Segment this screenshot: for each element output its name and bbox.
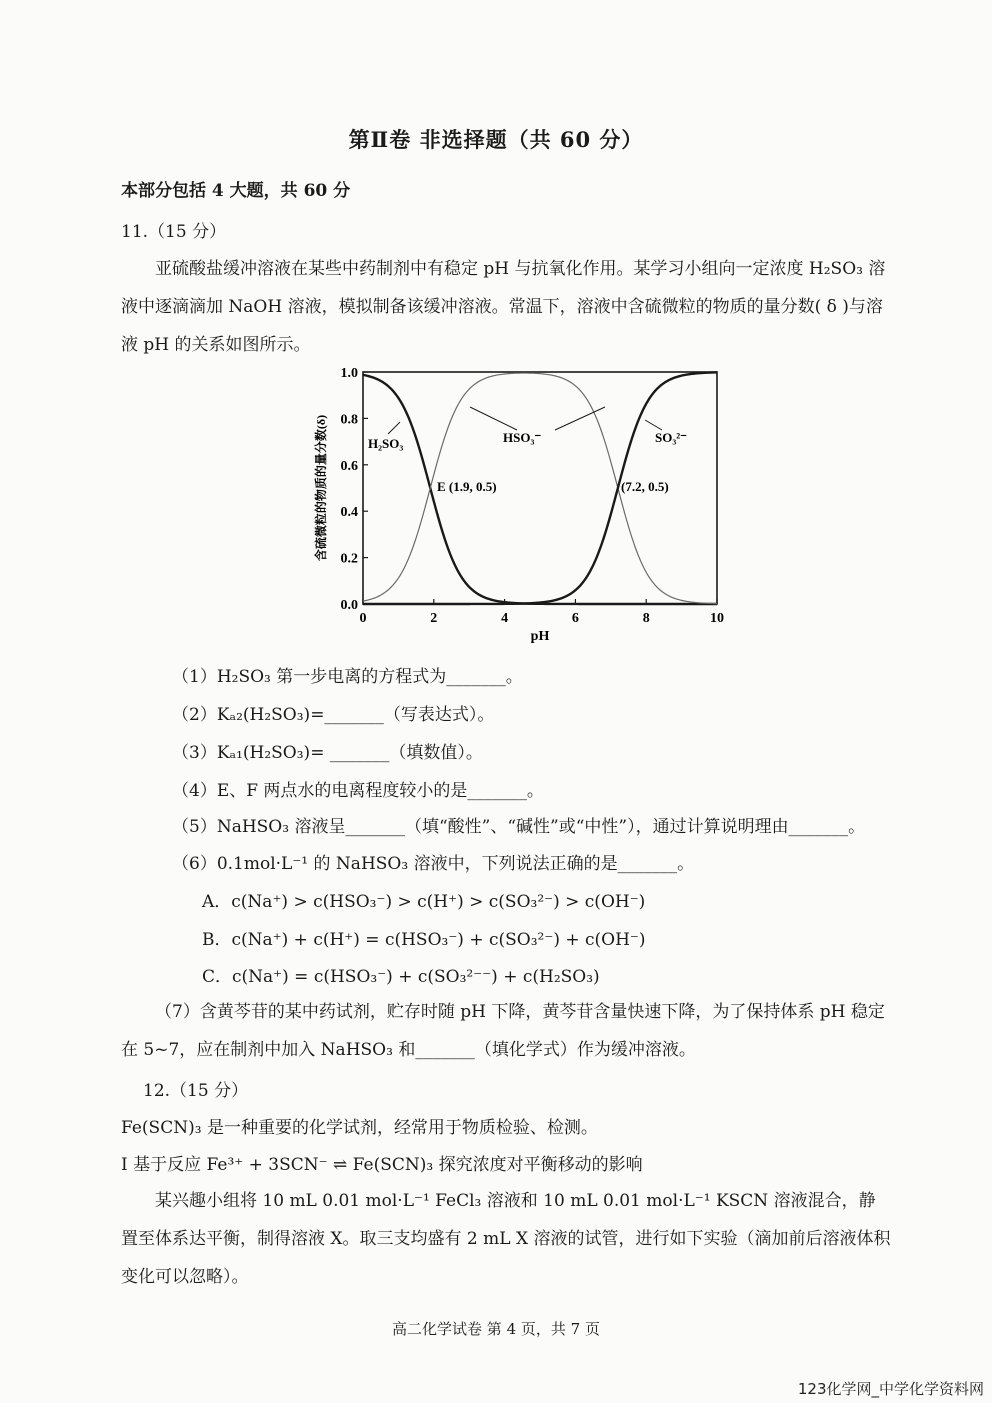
point-f-label: (7.2, 0.5) <box>621 479 669 494</box>
series-label-hso3: HSO₃⁻ <box>503 430 542 445</box>
x-tick-label-5: 10 <box>710 611 724 626</box>
x-tick-label-1: 2 <box>430 611 438 626</box>
q11-sub6: （6）0.1mol·L⁻¹ 的 NaHSO₃ 溶液中，下列说法正确的是_______。 <box>172 854 695 874</box>
y-tick-label-2: 0.4 <box>340 505 358 521</box>
q12-header: 12.（15 分） <box>143 1081 249 1101</box>
x-tick-label-4: 8 <box>642 611 650 626</box>
x-tick-label-2: 4 <box>501 611 509 626</box>
q11-header: 11.（15 分） <box>121 222 227 242</box>
y-tick-label-5: 1.0 <box>340 366 358 381</box>
x-tick-label-3: 6 <box>571 611 579 626</box>
x-axis-label: pH <box>530 629 550 644</box>
q11-stem: 亚硫酸盐缓冲溶液在某些中药制剂中有稳定 pH 与抗氧化作用。某学习小组向一定浓度 H₂SO₃ 溶液中逐滴滴加 NaOH 溶液，模拟制备该缓冲溶液。常温下，溶液中含硫微粒的物质的量分数( δ )与溶液 pH 的关系如图所示。 <box>121 259 886 355</box>
page-footer: 高二化学试卷 第 4 页，共 7 页 <box>392 1320 600 1338</box>
leader-so3 <box>645 420 662 430</box>
q11-option-c: C．c(Na⁺) = c(HSO₃⁻) + c(SO₃²⁻⁻) + c(H₂SO₃) <box>202 967 600 987</box>
q11-sub5: （5）NaHSO₃ 溶液呈_______（填“酸性”、“碱性”或“中性”），通过计算说明理由_______。 <box>172 817 866 837</box>
point-e-label: E (1.9, 0.5) <box>437 479 497 494</box>
y-tick-label-1: 0.2 <box>340 551 358 567</box>
watermark: 123化学网_中学化学资料网 <box>797 1380 984 1398</box>
y-axis-label: 含硫微粒的物质的量分数(δ) <box>314 414 328 562</box>
section-intro: 本部分包括 4 大题，共 60 分 <box>121 181 351 201</box>
q12-intro: Fe(SCN)₃ 是一种重要的化学试剂，经常用于物质检验、检测。 <box>121 1118 598 1138</box>
leader-hso3-left <box>470 407 517 430</box>
q11-option-b: B．c(Na⁺) + c(H⁺) = c(HSO₃⁻) + c(SO₃²⁻) + c(OH⁻) <box>202 930 646 950</box>
y-tick-label-4: 0.8 <box>340 412 358 428</box>
x-tick-label-0: 0 <box>359 611 367 626</box>
y-tick-label-3: 0.6 <box>340 458 358 474</box>
q11-sub1: （1）H₂SO₃ 第一步电离的方程式为_______。 <box>172 667 523 687</box>
y-tick-label-0: 0.0 <box>340 598 358 613</box>
q11-option-a: A．c(Na⁺) > c(HSO₃⁻) > c(H⁺) > c(SO₃²⁻) > c(OH⁻) <box>202 892 646 912</box>
q12-part1-title: I 基于反应 Fe³⁺ + 3SCN⁻ ⇌ Fe(SCN)₃ 探究浓度对平衡移动的影响 <box>121 1155 643 1175</box>
leader-h2so3 <box>388 422 400 434</box>
chart <box>305 362 745 652</box>
q11-sub3: （3）Kₐ₁(H₂SO₃)= _______（填数值）。 <box>172 743 483 763</box>
q11-sub2: （2）Kₐ₂(H₂SO₃)=_______（写表达式）。 <box>172 705 495 725</box>
q12-stem: 某兴趣小组将 10 mL 0.01 mol·L⁻¹ FeCl₃ 溶液和 10 mL 0.01 mol·L⁻¹ KSCN 溶液混合，静置至体系达平衡，制得溶液 X。取三支均盛有 2 mL X 溶液的试管，进行如下实验（滴加前后溶液体积变化可以忽略）。 <box>121 1191 891 1287</box>
q11-sub7: （7）含黄芩苷的某中药试剂，贮存时随 pH 下降，黄芩苷含量快速下降，为了保持体系 pH 稳定在 5~7，应在制剂中加入 NaHSO₃ 和_______（填化学式）作为缓冲溶液。 <box>121 1002 885 1060</box>
q11-sub4: （4）E、F 两点水的电离程度较小的是_______。 <box>172 781 544 801</box>
series-label-so3: SO₃²⁻ <box>655 430 687 445</box>
leader-hso3-right <box>555 407 605 430</box>
section-title: 第Ⅱ卷 非选择题（共 60 分） <box>348 127 644 152</box>
series-label-h2so3: H₂SO₃ <box>368 436 404 451</box>
